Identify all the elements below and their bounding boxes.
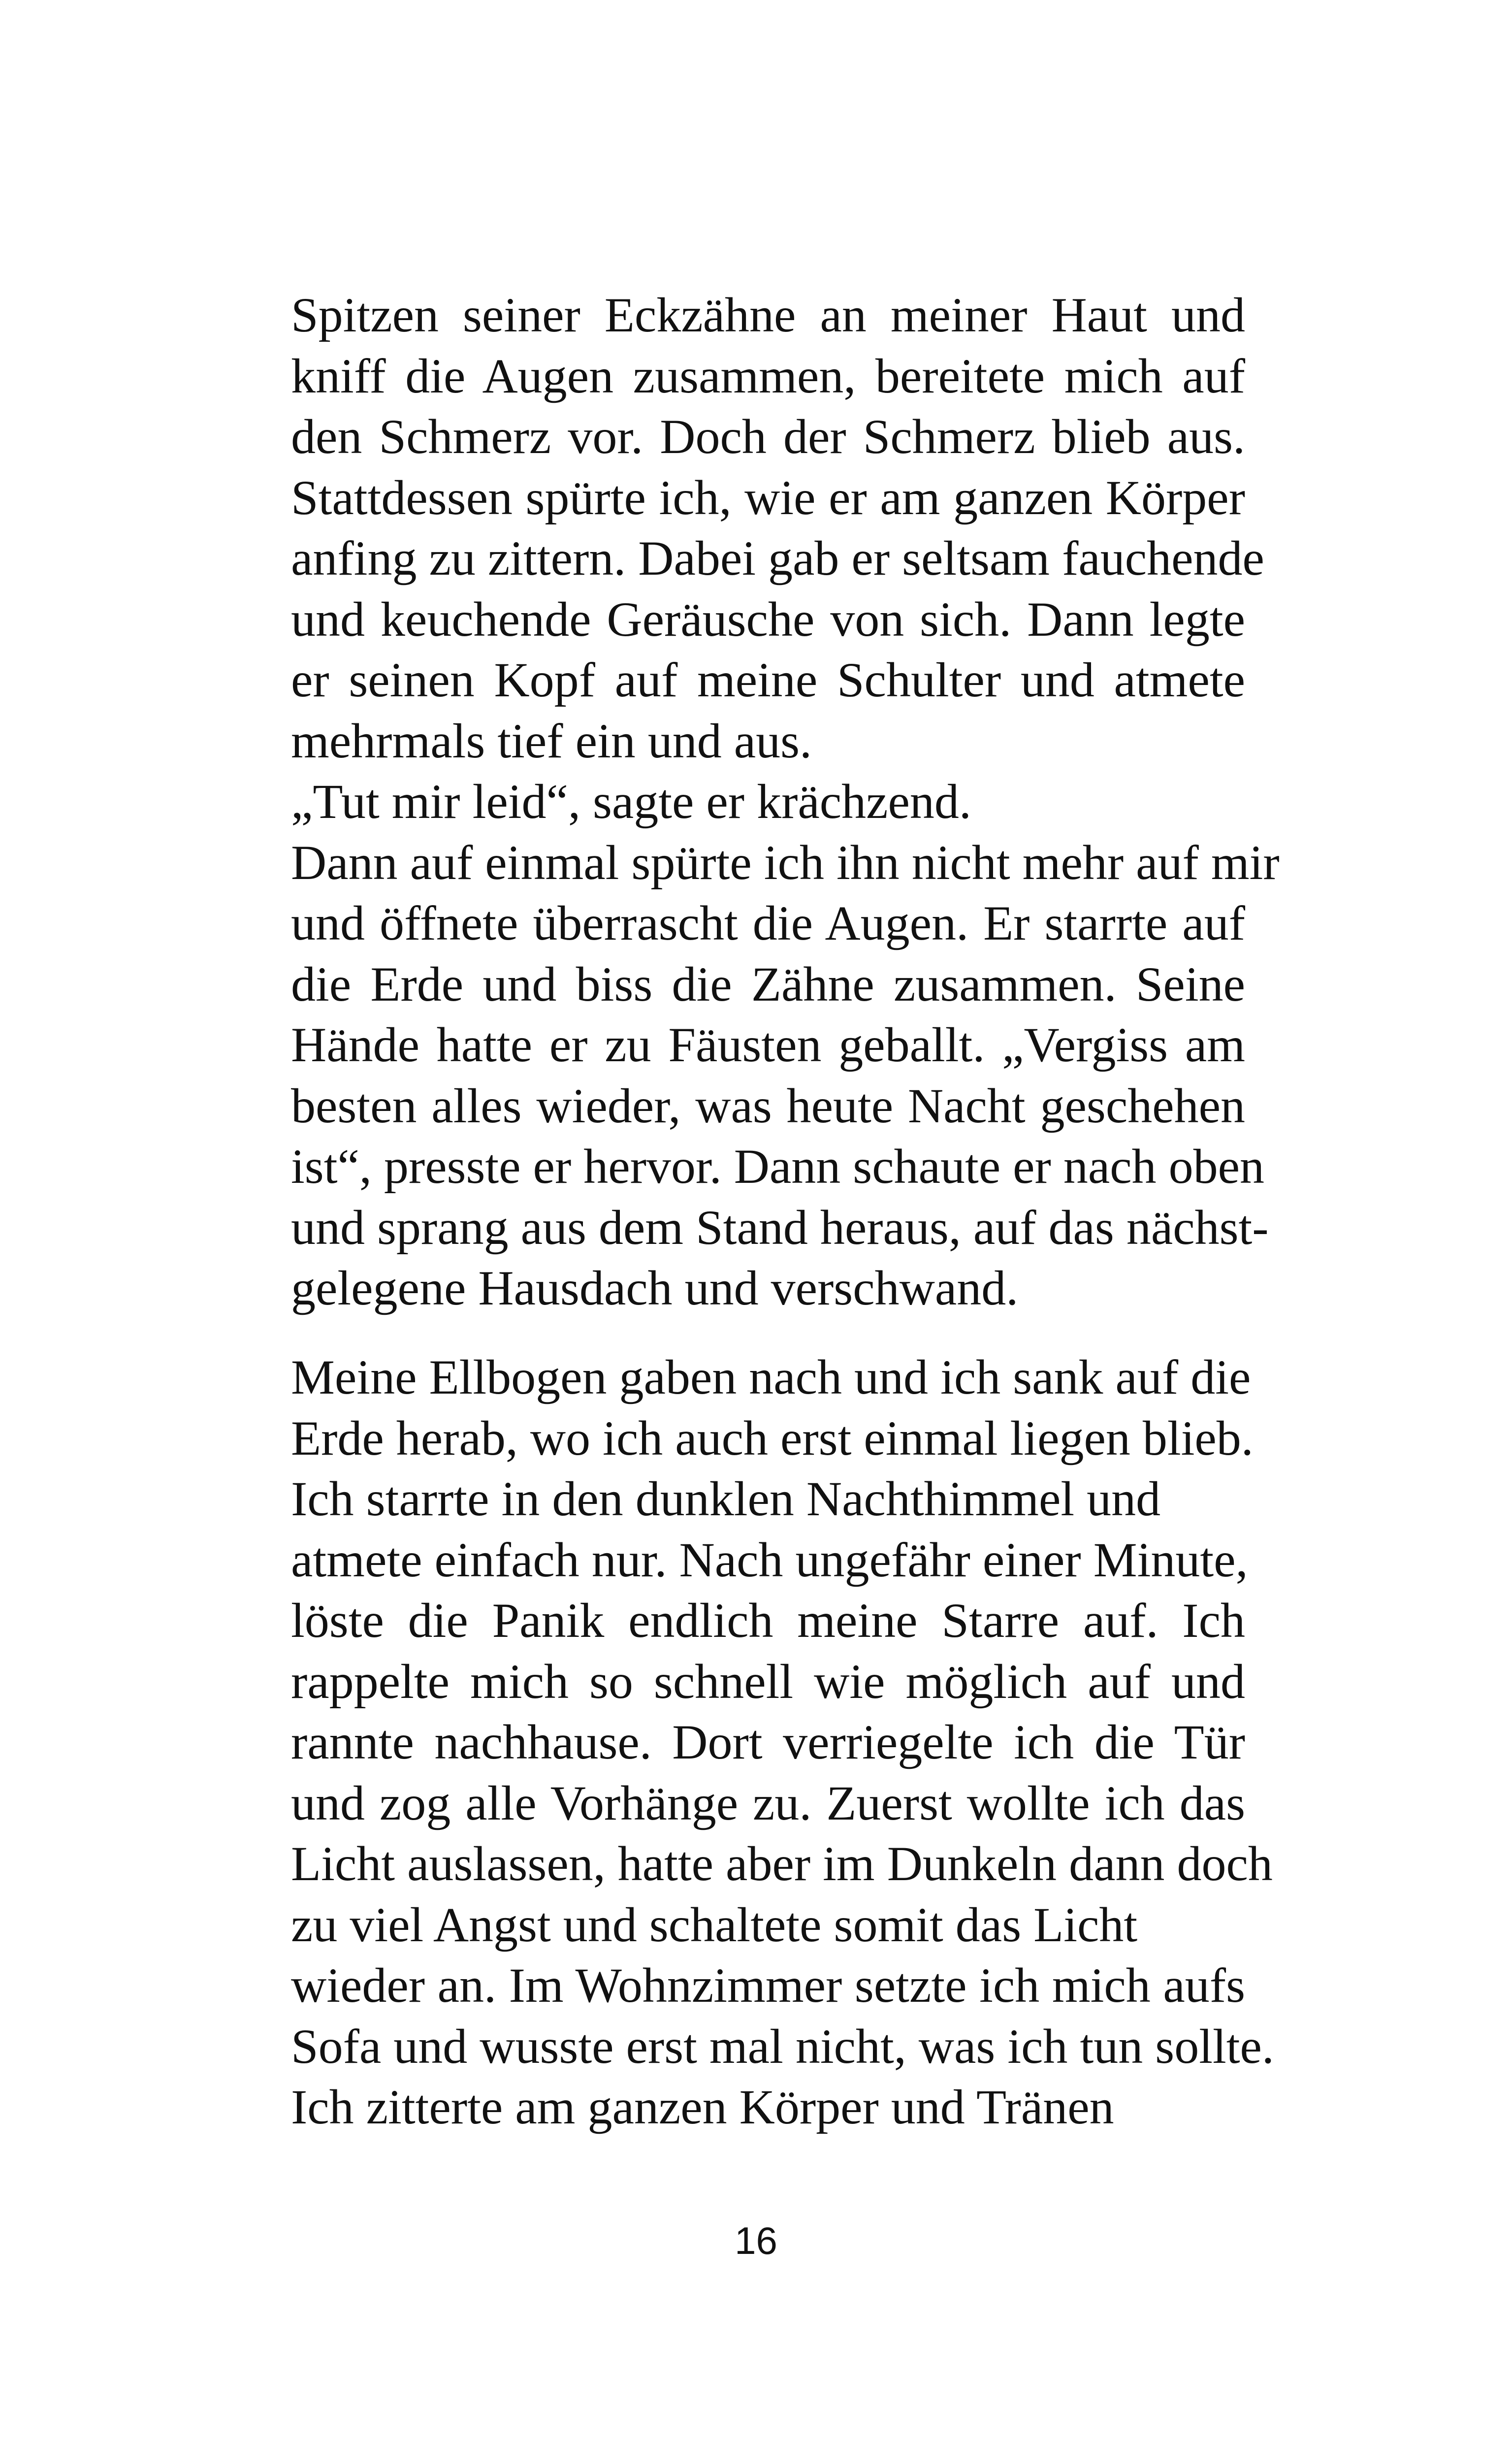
text-line: und öffnete überrascht die Augen. Er starrte auf <box>291 896 1245 950</box>
text-line: Ich starrte in den dunklen Nachthimmel und <box>291 1471 1161 1526</box>
text-line: Spitzen seiner Eckzähne an meiner Haut und <box>291 288 1245 342</box>
text-line: rannte nachhause. Dort verriegelte ich die Tür <box>291 1715 1245 1769</box>
text-line: wieder an. Im Wohnzimmer setzte ich mich aufs <box>291 1958 1245 2013</box>
text-line: und sprang aus dem Stand heraus, auf das nächst- <box>291 1200 1269 1255</box>
text-line: und zog alle Vorhänge zu. Zuerst wollte ich das <box>291 1775 1245 1830</box>
text-line: Stattdessen spürte ich, wie er am ganzen Körper <box>291 470 1245 525</box>
text-line: atmete einfach nur. Nach ungefähr einer Minute, <box>291 1532 1248 1587</box>
text-line: und keuchende Geräusche von sich. Dann legte <box>291 591 1245 647</box>
text-line: Licht auslassen, hatte aber im Dunkeln dann doch <box>291 1836 1273 1891</box>
text-line: Ich zitterte am ganzen Körper und Tränen <box>291 2080 1114 2134</box>
text-line: gelegene Hausdach und verschwand. <box>291 1261 1019 1315</box>
text-line: die Erde und biss die Zähne zusammen. Seine <box>291 956 1245 1011</box>
text-line: löste die Panik endlich meine Starre auf. Ich <box>291 1593 1245 1648</box>
text-line: anfing zu zittern. Dabei gab er seltsam fauchende <box>291 531 1264 586</box>
text-line: rappelte mich so schnell wie möglich auf und <box>291 1654 1245 1709</box>
text-line: zu viel Angst und schaltete somit das Licht <box>291 1897 1138 1952</box>
text-line: Erde herab, wo ich auch erst einmal liegen blieb. <box>291 1410 1254 1466</box>
text-line: Sofa und wusste erst mal nicht, was ich tun sollte. <box>291 2019 1274 2074</box>
text-line: ist“, presste er hervor. Dann schaute er nach oben <box>291 1139 1265 1194</box>
text-line: den Schmerz vor. Doch der Schmerz blieb aus. <box>291 409 1245 464</box>
text-line: „Tut mir leid“, sagte er krächzend. <box>291 774 971 829</box>
text-line: er seinen Kopf auf meine Schulter und atmete <box>291 652 1245 707</box>
text-line: Dann auf einmal spürte ich ihn nicht mehr auf mir <box>291 835 1280 890</box>
paragraph-1 <box>291 285 1280 1319</box>
text-line: Hände hatte er zu Fäusten geballt. „Vergiss am <box>291 1017 1245 1072</box>
page-number: 16 <box>735 2219 777 2262</box>
text-line: mehrmals tief ein und aus. <box>291 713 812 768</box>
text-line: besten alles wieder, was heute Nacht geschehen <box>291 1078 1245 1133</box>
text-line: Meine Ellbogen gaben nach und ich sank auf die <box>291 1350 1251 1404</box>
paragraph-2 <box>291 1347 1274 2138</box>
text-line: kniff die Augen zusammen, bereitete mich auf <box>291 348 1245 403</box>
